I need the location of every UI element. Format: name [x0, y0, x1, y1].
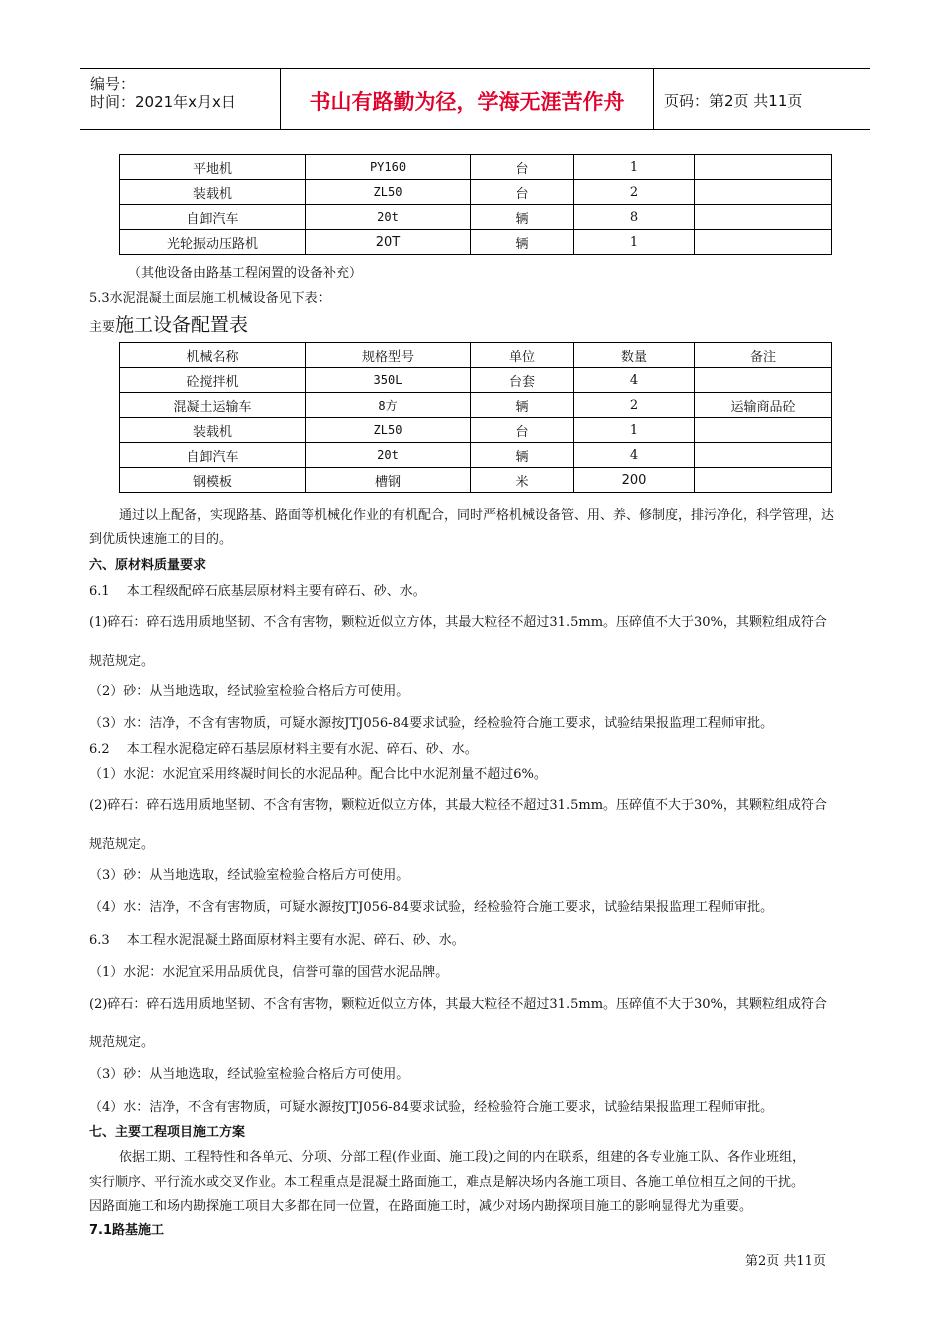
table-cell: 辆 [471, 205, 574, 230]
table-cell: 1 [574, 230, 695, 255]
summary-paragraph-line-2: 到优质快速施工的目的。 [89, 532, 233, 547]
table-2-title-prefix: 主要 [89, 320, 116, 335]
table-cell: 20t [306, 205, 471, 230]
table-cell: 20t [306, 443, 471, 468]
section-6-1: 6.1 本工程级配碎石底基层原材料主要有碎石、砂、水。 [89, 584, 426, 599]
section-6-2: 6.2 本工程水泥稳定碎石基层原材料主要有水泥、碎石、砂、水。 [89, 742, 478, 757]
section-7-title: 七、主要工程项目施工方案 [89, 1125, 246, 1140]
doc-number-label: 编号： [90, 75, 136, 93]
table-cell: ZL50 [306, 180, 471, 205]
table-cell: 20T [306, 230, 471, 255]
table-row [120, 368, 832, 393]
table-cell: 米 [471, 468, 574, 493]
section-5-3: 5.3水泥混凝土面层施工机械设备见下表： [89, 291, 331, 306]
table-cell [695, 443, 832, 468]
table-header-cell: 机械名称 [120, 343, 306, 368]
table-2-title-main: 施工设备配置表 [115, 314, 249, 336]
table-cell: 钢模板 [120, 468, 306, 493]
table-cell: 8方 [306, 393, 471, 418]
equipment-table-2 [119, 342, 832, 493]
table-header-row [120, 343, 832, 368]
table-cell: 4 [574, 368, 695, 393]
table-cell: 8 [574, 205, 695, 230]
table-cell [695, 468, 832, 493]
table-cell: 装载机 [120, 180, 306, 205]
header-page-label: 页码：第2页 共11页 [664, 92, 803, 110]
table-cell [695, 418, 832, 443]
section-7-paragraph-line-1: 依据工期、工程特性和各单元、分项、分部工程(作业面、施工段)之间的内在联系，组建的各专业施工队、各作业班组， [119, 1150, 806, 1165]
table-header-cell: 数量 [574, 343, 695, 368]
table-row [120, 230, 832, 255]
table-cell: 台 [471, 155, 574, 180]
section-7-paragraph-line-3: 因路面施工和场内勘探施工项目大多都在同一位置，在路面施工时，减少对场内勘探项目施工的影响显得尤为重要。 [89, 1199, 753, 1214]
table-cell: 2 [574, 180, 695, 205]
section-6-2-item-3: （3）砂：从当地选取，经试验室检验合格后方可使用。 [89, 868, 410, 883]
table-cell: 1 [574, 155, 695, 180]
table-row [120, 393, 832, 418]
table-row [120, 468, 832, 493]
table-cell [695, 230, 832, 255]
table-cell: PY160 [306, 155, 471, 180]
table-cell: 辆 [471, 443, 574, 468]
table-cell: 自卸汽车 [120, 443, 306, 468]
page-header [80, 68, 870, 130]
section-6-2-item-2-line-2: 规范规定。 [89, 837, 155, 852]
table-cell: 砼搅拌机 [120, 368, 306, 393]
table-cell: 2 [574, 393, 695, 418]
table-row [120, 443, 832, 468]
section-6-1-item-2: （2）砂：从当地选取，经试验室检验合格后方可使用。 [89, 684, 410, 699]
section-6-1-item-3: （3）水：洁净，不含有害物质，可疑水源按JTJ056-84要求试验，经检验符合施工要求，试验结果报监理工程师审批。 [89, 716, 774, 731]
table-cell: 350L [306, 368, 471, 393]
table-cell: 槽钢 [306, 468, 471, 493]
section-7-paragraph-line-2: 实行顺序、平行流水或交叉作业。本工程重点是混凝土路面施工，难点是解决场内各施工项目、各施工单位相互之间的干扰。 [89, 1175, 805, 1190]
table-note: （其他设备由路基工程闲置的设备补充） [128, 266, 363, 281]
equipment-table-1 [119, 154, 832, 255]
header-right-cell [654, 69, 870, 129]
table-cell: 台 [471, 180, 574, 205]
table-cell [695, 368, 832, 393]
table-header-cell: 单位 [471, 343, 574, 368]
table-header-cell: 备注 [695, 343, 832, 368]
table-cell [695, 205, 832, 230]
table-row [120, 155, 832, 180]
table-cell [695, 155, 832, 180]
section-6-title: 六、原材料质量要求 [89, 558, 207, 573]
section-6-3-item-2-line-1: (2)碎石：碎石选用质地坚韧、不含有害物，颗粒近似立方体，其最大粒径不超过31.5mm。压碎值不大于30%，其颗粒组成符合 [89, 997, 827, 1012]
section-6-2-item-2-line-1: (2)碎石：碎石选用质地坚韧、不含有害物，颗粒近似立方体，其最大粒径不超过31.5mm。压碎值不大于30%，其颗粒组成符合 [89, 798, 827, 813]
section-6-3: 6.3 本工程水泥混凝土路面原材料主要有水泥、碎石、砂、水。 [89, 933, 465, 948]
table-cell: 辆 [471, 230, 574, 255]
table-cell: 4 [574, 443, 695, 468]
summary-paragraph-line-1: 通过以上配备，实现路基、路面等机械化作业的有机配合，同时严格机械设备管、用、养、修制度，排污净化，科学管理，达 [119, 508, 835, 523]
table-cell: 自卸汽车 [120, 205, 306, 230]
table-row [120, 205, 832, 230]
section-6-1-item-1-line-2: 规范规定。 [89, 654, 155, 669]
table-cell: 光轮振动压路机 [120, 230, 306, 255]
table-2-title [89, 310, 248, 337]
page-footer: 第2页 共11页 [745, 1254, 826, 1269]
header-motto: 书山有路勤为径，学海无涯苦作舟 [309, 90, 625, 114]
time-label: 时间：2021年x月x日 [90, 93, 236, 111]
table-cell: 运输商品砼 [695, 393, 832, 418]
header-left-cell [80, 69, 281, 129]
section-6-2-item-1: （1）水泥：水泥宜采用终凝时间长的水泥品种。配合比中水泥剂量不超过6%。 [89, 767, 547, 782]
section-6-1-item-1-line-1: (1)碎石：碎石选用质地坚韧、不含有害物，颗粒近似立方体，其最大粒径不超过31.5mm。压碎值不大于30%，其颗粒组成符合 [89, 615, 827, 630]
section-6-2-item-4: （4）水：洁净，不含有害物质，可疑水源按JTJ056-84要求试验，经检验符合施工要求，试验结果报监理工程师审批。 [89, 900, 774, 915]
table-cell: 200 [574, 468, 695, 493]
section-6-3-item-4: （4）水：洁净，不含有害物质，可疑水源按JTJ056-84要求试验，经检验符合施工要求，试验结果报监理工程师审批。 [89, 1100, 774, 1115]
table-cell: 台 [471, 418, 574, 443]
header-center-cell [281, 69, 654, 129]
section-6-3-item-1: （1）水泥：水泥宜采用品质优良，信誉可靠的国营水泥品牌。 [89, 965, 449, 980]
table-cell: 装载机 [120, 418, 306, 443]
section-7-1-title: 7.1路基施工 [89, 1223, 165, 1238]
table-cell: 辆 [471, 393, 574, 418]
table-cell: ZL50 [306, 418, 471, 443]
section-6-3-item-2-line-2: 规范规定。 [89, 1035, 155, 1050]
table-cell [695, 180, 832, 205]
table-cell: 混凝土运输车 [120, 393, 306, 418]
table-row [120, 418, 832, 443]
table-cell: 台套 [471, 368, 574, 393]
table-row [120, 180, 832, 205]
table-header-cell: 规格型号 [306, 343, 471, 368]
table-cell: 1 [574, 418, 695, 443]
section-6-3-item-3: （3）砂：从当地选取，经试验室检验合格后方可使用。 [89, 1067, 410, 1082]
table-cell: 平地机 [120, 155, 306, 180]
